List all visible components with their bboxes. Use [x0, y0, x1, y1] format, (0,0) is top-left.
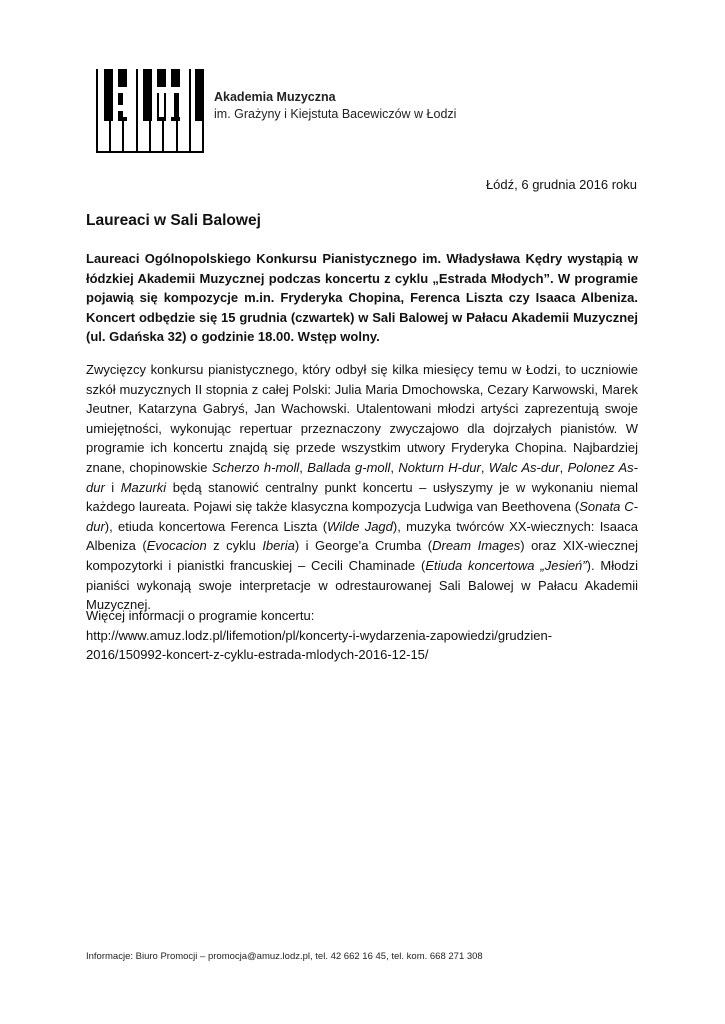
- more-info-label: Więcej informacji o programie koncertu:: [86, 608, 315, 623]
- body-text-segment: ) i George’a Crumba (: [294, 538, 433, 554]
- lead-paragraph: Laureaci Ogólnopolskiego Konkursu Pianistycznego im. Władysława Kędry wystąpią w łódzkiej Akademii Muzycznej podczas koncertu z cyklu „Estrada Młodych”. W programie pojawią się kompozycje m.in. Fryderyka Chopina, Ferenca Liszta czy Isaaca Albeniza. Koncert odbędzie się 15 grudnia (czwartek) w Sali Balowej w Pałacu Akademii Muzycznej (ul. Gdańska 32) o godzinie 18.00. Wstęp wolny.: [86, 251, 638, 345]
- work-title: Walc As-dur: [488, 459, 560, 475]
- work-title: Nokturn H-dur: [398, 459, 481, 475]
- work-title: Evocacion: [146, 538, 207, 554]
- work-title: Sonata C-dur: [86, 499, 638, 534]
- work-title: Ballada g-moll: [307, 459, 391, 475]
- body-text-segment: z cyklu: [206, 538, 263, 554]
- body-text-segment: ,: [299, 459, 308, 475]
- work-title: Polonez As-dur: [86, 459, 638, 495]
- body-text-segment: ), etiuda koncertowa Ferenca Liszta (: [104, 518, 328, 534]
- body-text-segment: ,: [480, 459, 489, 475]
- footer-contact: Informacje: Biuro Promocji – promocja@amuz.lodz.pl, tel. 42 662 16 45, tel. kom. 668 271 308: [86, 951, 483, 962]
- work-title: Scherzo h-moll: [211, 459, 300, 475]
- work-title: Wilde Jagd: [327, 518, 393, 534]
- logo: [96, 69, 204, 153]
- work-title: Dream Images: [432, 538, 521, 554]
- body-text-segment: i: [104, 479, 121, 495]
- institution-name: Akademia Muzyczna: [214, 90, 336, 104]
- work-title: Iberia: [262, 538, 295, 554]
- body-text-segment: ) oraz XIX-wiecznej kompozytorki i pianistki francuskiej – Cecili Chaminade (: [86, 538, 639, 573]
- piano-keys-logo-icon: [96, 69, 204, 153]
- program-link[interactable]: [86, 628, 552, 663]
- institution-header: [214, 89, 456, 123]
- institution-patrons: im. Grażyny i Kiejstuta Bacewiczów w Łodzi: [214, 107, 457, 121]
- body-paragraph: [86, 360, 638, 615]
- body-text-segment: ). Młodzi pianiści wykonają swoje interpretacje w odrestaurowanej Sali Balowej w Pałacu Akademii Muzycznej.: [86, 557, 638, 613]
- body-text-segment: ,: [390, 459, 399, 475]
- work-title: Etiuda koncertowa „Jesień”: [425, 557, 587, 573]
- document-date: Łódź, 6 grudnia 2016 roku: [485, 177, 637, 192]
- page-title: Laureaci w Sali Balowej: [86, 212, 261, 229]
- program-link-line-1: http://www.amuz.lodz.pl/lifemotion/pl/koncerty-i-wydarzenia-zapowiedzi/grudzien-: [86, 627, 553, 643]
- body-text-segment: ), muzyka twórców XX-wiecznych: Isaaca Albeniza (: [86, 518, 638, 554]
- program-link-line-2: 2016/150992-koncert-z-cyklu-estrada-mlodych-2016-12-15/: [86, 647, 429, 663]
- body-text-segment: Zwycięzcy konkursu pianistycznego, który odbył się kilka miesięcy temu w Łodzi, to uczniowie szkół muzycznych II stopnia z całej Polski: Julia Maria Dmochowska, Cezary Karwowski, Marek Jeutner, Katarzyna Gabryś, Jan Wachowski. Utalentowani młodzi artyści zaprezentują swoje umiejętności, wykonując repertuar przeznaczony zwyczajowo dla dojrzałych pianistów. W programie ich koncertu znajdą się przede wszystkim utwory Fryderyka Chopina. Najbardziej znane, chopinowskie: [86, 362, 638, 475]
- work-title: Mazurki: [120, 479, 167, 495]
- more-info: [86, 606, 638, 665]
- body-text-segment: będą stanowić centralny punkt koncertu – usłyszymy je w wykonaniu niemal każdego laureata. Pojawi się także klasyczna kompozycja Ludwiga van Beethovena (: [86, 479, 638, 515]
- body-text-segment: ,: [559, 459, 568, 475]
- logo-text: [204, 69, 205, 70]
